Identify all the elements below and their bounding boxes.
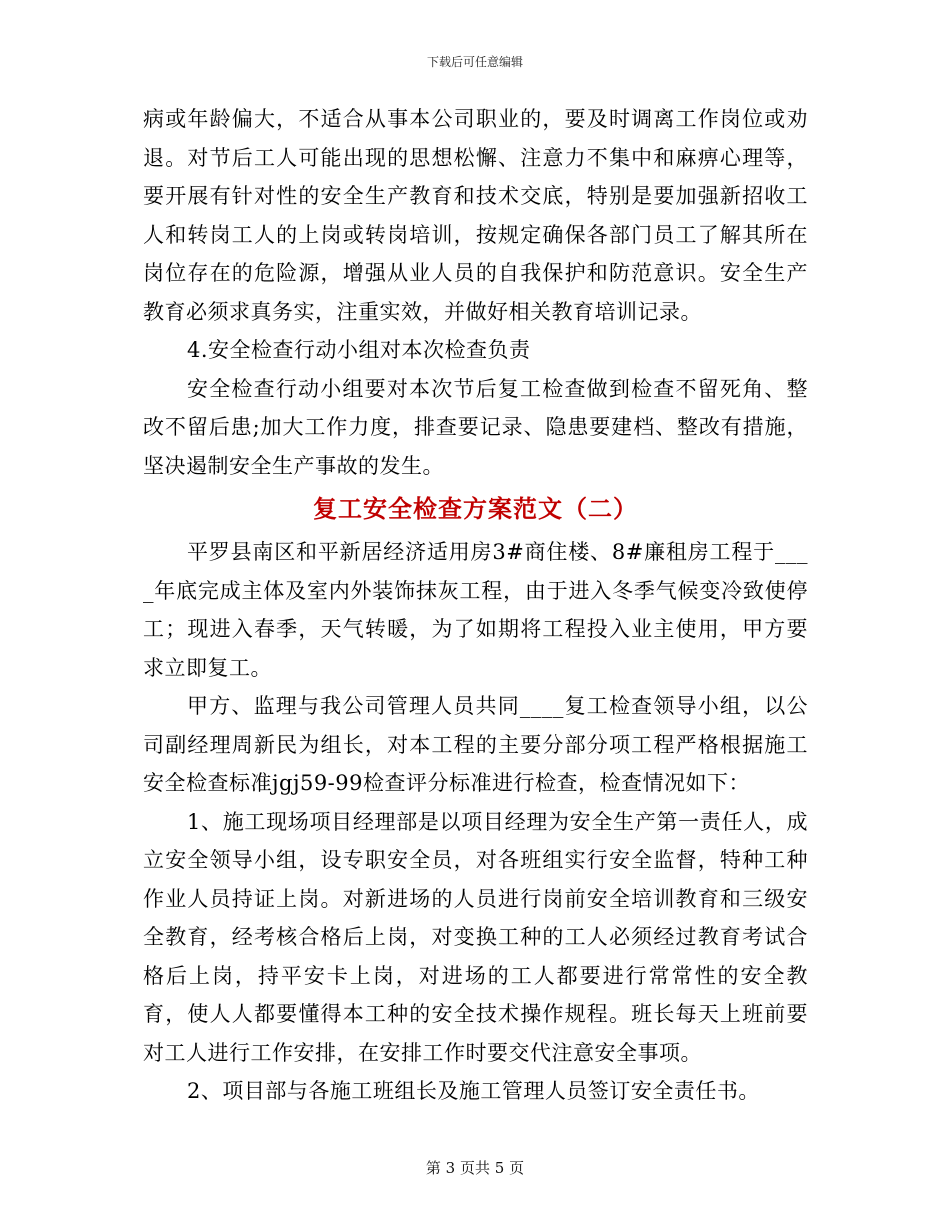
paragraph: 甲方、监理与我公司管理人员共同____复工检查领导小组，以公司副经理周新民为组长，对本工程的主要分部分项工程严格根据施工安全检查标准jgj59-99检查评分标准进行检查，检查情况如下：	[143, 694, 808, 795]
list-item-1: 1、施工现场项目经理部是以项目经理为安全生产第一责任人，成立安全领导小组，设专职安全员，对各班组实行安全监督，特种工种作业人员持证上岗。对新进场的人员进行岗前安全培训教育和三级安全教育，经考核合格后上岗，对变换工种的工人必须经过教育考试合格后上岗，持平安卡上岗，对进场的工人都要进行常常性的安全教育，使人人都要懂得本工种的安全技术操作规程。班长每天上班前要对工人进行工作安排，在安排工作时要交代注意安全事项。	[143, 809, 808, 1065]
paragraph: 安全检查行动小组要对本次节后复工检查做到检查不留死角、整改不留后患;加大工作力度，排查要记录、隐患要建档、整改有措施，坚决遏制安全生产事故的发生。	[143, 376, 808, 478]
page-footer: 第 3 页共 5 页	[425, 1159, 525, 1177]
list-item-2: 2、项目部与各施工班组长及施工管理人员签订安全责任书。	[187, 1079, 760, 1103]
page-header: 下载后可任意编辑	[426, 55, 523, 69]
paragraph: 平罗县南区和平新居经济适用房3#商住楼、8#廉租房工程于____年底完成主体及室内外装饰抹灰工程，由于进入冬季气候变冷致使停工；现进入春季，天气转暖，为了如期将工程投入业主使用，甲方要求立即复工。	[143, 540, 808, 680]
document-title: 复工安全检查方案范文（二）	[313, 494, 638, 523]
document-body	[143, 100, 808, 1111]
paragraph-continuation: 病或年龄偏大，不适合从事本公司职业的，要及时调离工作岗位或劝退。对节后工人可能出现的思想松懈、注意力不集中和麻痹心理等，要开展有针对性的安全生产教育和技术交底，特别是要加强新招收工人和转岗工人的上岗或转岗培训，按规定确保各部门员工了解其所在岗位存在的危险源，增强从业人员的自我保护和防范意识。安全生产教育必须求真务实，注重实效，并做好相关教育培训记录。	[143, 107, 808, 324]
section-heading-4: 4.安全检查行动小组对本次检查负责	[187, 338, 531, 362]
